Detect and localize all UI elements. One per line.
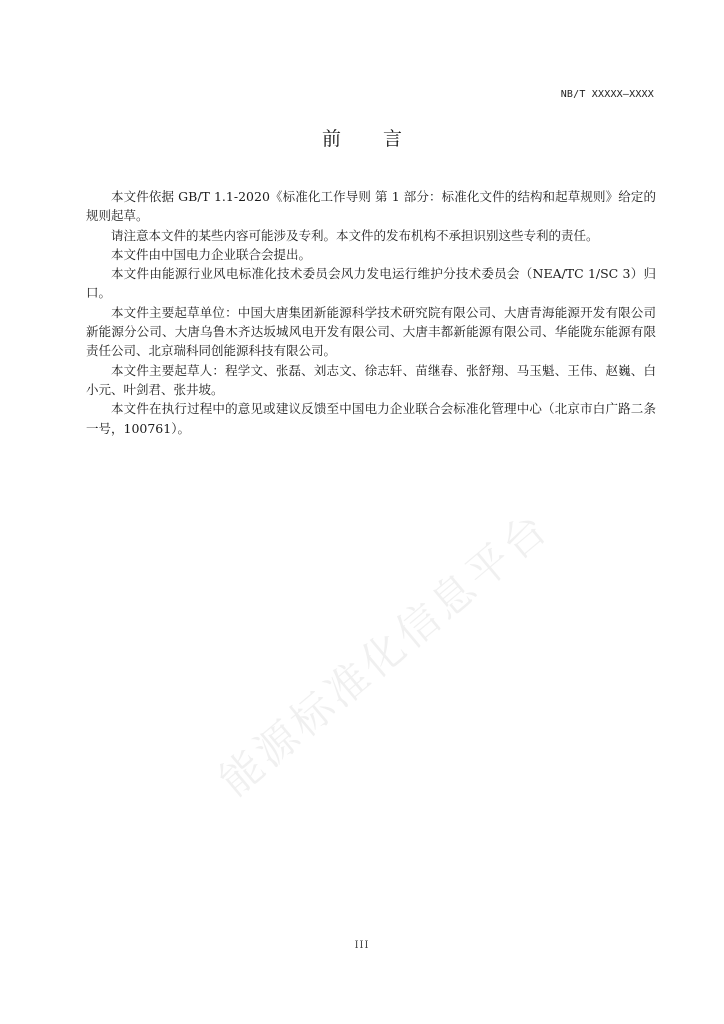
page-number: III xyxy=(354,940,370,951)
page-title: 前言 xyxy=(321,128,444,150)
foreword-body xyxy=(86,187,656,438)
paragraph-feedback: 本文件在执行过程中的意见或建议反馈至中国电力企业联合会标准化管理中心（北京市白广路二条一号，100761）。 xyxy=(86,401,656,436)
paragraph-drafting-rules: 本文件依据 GB/T 1.1-2020《标准化工作导则 第 1 部分：标准化文件的结构和起草规则》给定的规则起草。 xyxy=(86,189,656,224)
watermark: 能源标准化信息平台 xyxy=(209,502,559,806)
paragraph-drafters: 本文件主要起草人：程学文、张磊、刘志文、徐志轩、苗继春、张舒翔、马玉魁、王伟、赵巍、白小元、叶剑君、张井坡。 xyxy=(86,362,656,397)
standard-number: NB/T XXXXX—XXXX xyxy=(560,89,654,100)
paragraph-patent-notice: 请注意本文件的某些内容可能涉及专利。本文件的发布机构不承担识别这些专利的责任。 xyxy=(111,227,599,243)
paragraph-drafting-units: 本文件主要起草单位：中国大唐集团新能源科学技术研究院有限公司、大唐青海能源开发有限公司新能源分公司、大唐乌鲁木齐达坂城风电开发有限公司、大唐丰都新能源有限公司、华能陇东能源有限责任公司、北京瑞科同创能源科技有限公司。 xyxy=(86,304,656,359)
paragraph-proposer: 本文件由中国电力企业联合会提出。 xyxy=(111,246,312,262)
paragraph-committee: 本文件由能源行业风电标准化技术委员会风力发电运行维护分技术委员会（NEA/TC 1/SC 3）归口。 xyxy=(86,266,656,301)
